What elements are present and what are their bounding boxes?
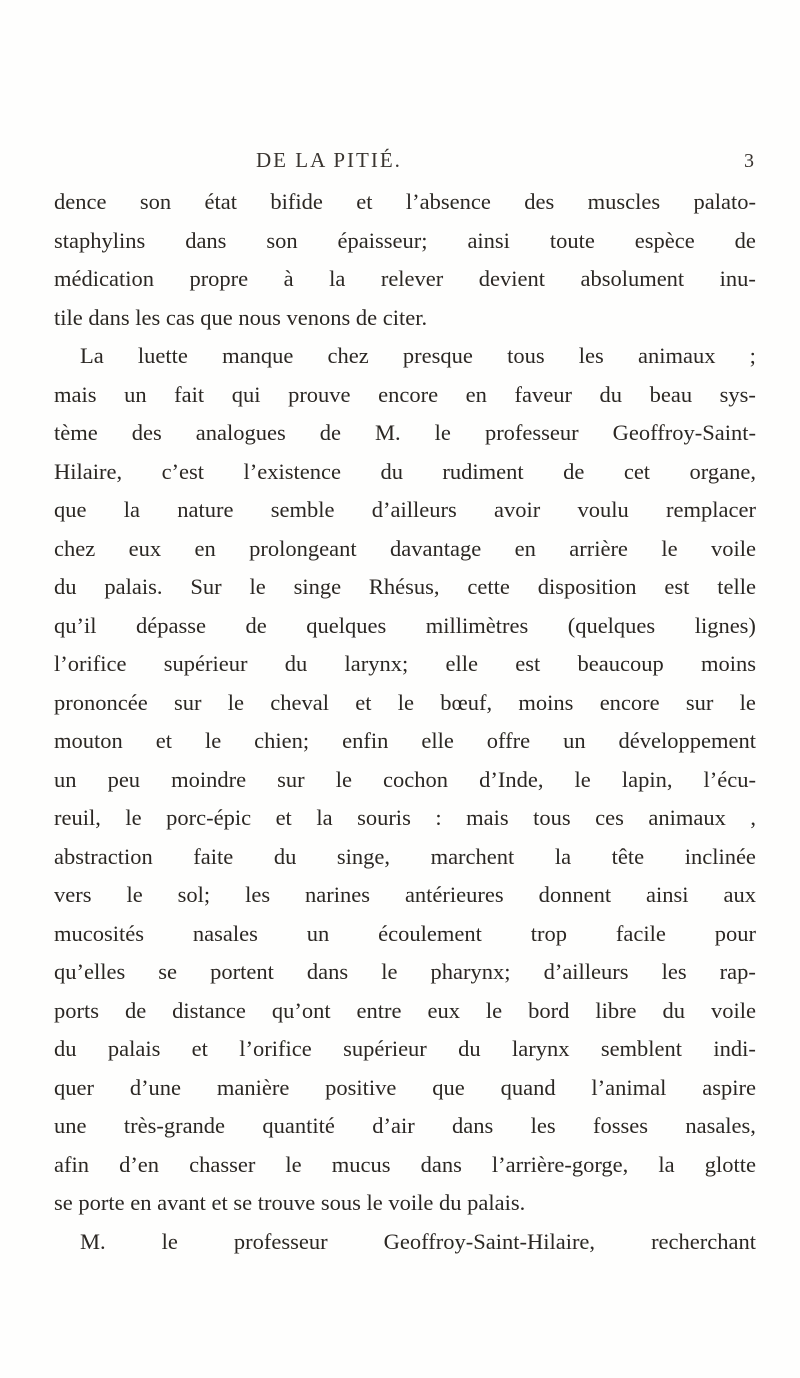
word: son xyxy=(139,189,172,214)
word: l’écu- xyxy=(703,766,756,792)
word: sur xyxy=(685,689,714,715)
word: l’absence xyxy=(405,189,491,214)
word: fait xyxy=(174,381,205,407)
word: (quelques xyxy=(567,612,656,638)
word: sol; xyxy=(177,882,211,907)
word: tème xyxy=(54,420,98,445)
word: est xyxy=(664,574,690,599)
word: et xyxy=(155,728,172,753)
text-line xyxy=(54,838,756,877)
word: professeur xyxy=(233,1228,328,1254)
word: aux xyxy=(723,882,756,907)
word: antérieures xyxy=(404,882,504,907)
word: lignes) xyxy=(694,612,756,638)
word: sur xyxy=(277,766,305,792)
word: prouve xyxy=(288,381,351,407)
word: semblent xyxy=(600,1036,683,1061)
word: qu’elles xyxy=(54,959,126,984)
text-line xyxy=(54,260,756,299)
word: une xyxy=(54,1113,87,1138)
word: fosses xyxy=(592,1113,648,1138)
word: un xyxy=(124,381,147,407)
text-line xyxy=(54,607,756,646)
word: nasales xyxy=(192,920,258,946)
word: de xyxy=(319,420,341,445)
word: qu’il xyxy=(54,612,97,638)
word: quer xyxy=(54,1074,94,1100)
word: du xyxy=(54,574,77,599)
word: larynx xyxy=(511,1036,570,1061)
word: du xyxy=(458,1036,481,1061)
word: un xyxy=(54,766,77,792)
word: de xyxy=(563,458,585,484)
word: voile xyxy=(388,1190,434,1215)
word: eux xyxy=(427,997,460,1023)
word: palais. xyxy=(104,574,163,599)
word: Geoffroy-Saint- xyxy=(612,420,756,445)
word: la xyxy=(123,497,141,522)
text-line xyxy=(54,491,756,530)
word: l’orifice xyxy=(239,1036,312,1061)
word: facile xyxy=(615,920,666,946)
word: singe, xyxy=(336,843,390,869)
word: toute xyxy=(549,227,595,253)
word: M. xyxy=(80,1228,106,1254)
word: en xyxy=(514,535,536,561)
word: aspire xyxy=(702,1074,756,1100)
word: ports xyxy=(54,997,99,1023)
text-line xyxy=(54,992,756,1031)
text-line xyxy=(54,1069,756,1108)
word: des xyxy=(524,189,555,214)
word: citer. xyxy=(382,304,428,330)
word: dans xyxy=(185,227,227,253)
word: semble xyxy=(270,497,335,522)
word: le xyxy=(126,882,143,907)
text-line xyxy=(54,915,756,954)
word: presque xyxy=(402,343,473,368)
word: c’est xyxy=(161,458,205,484)
word: palais. xyxy=(467,1190,526,1215)
word: absolument xyxy=(580,266,685,291)
word: le xyxy=(125,805,142,830)
word: glotte xyxy=(704,1151,756,1177)
word: le xyxy=(285,1151,302,1177)
word: de xyxy=(124,997,147,1023)
word: l’orifice xyxy=(54,651,127,676)
word: se xyxy=(158,959,178,984)
word: prononcée xyxy=(54,689,148,715)
word: épaisseur; xyxy=(337,227,428,253)
word: mais xyxy=(54,381,97,407)
text-line xyxy=(54,876,756,915)
word: portent xyxy=(210,959,274,984)
word: mucus xyxy=(331,1151,391,1177)
word: que xyxy=(432,1074,465,1100)
word: un xyxy=(563,728,586,753)
word: dépasse xyxy=(136,612,206,638)
text-line xyxy=(54,645,756,684)
word: abstraction xyxy=(54,843,153,869)
word: porc-épic xyxy=(166,805,252,830)
word: le xyxy=(739,689,756,715)
word: nature xyxy=(177,497,234,522)
word: peu xyxy=(107,766,141,792)
word: bifide xyxy=(270,189,323,214)
word: Sur xyxy=(190,574,222,599)
word: développement xyxy=(618,728,756,753)
word: supérieur xyxy=(343,1036,427,1061)
word: dans xyxy=(88,304,130,330)
word: sys- xyxy=(719,381,756,407)
word: le xyxy=(397,689,414,715)
word: avant xyxy=(157,1190,206,1215)
word: rudiment xyxy=(442,458,524,484)
word: animaux xyxy=(648,805,726,830)
word: Geoffroy-Saint-Hilaire, xyxy=(383,1228,596,1254)
word: : xyxy=(435,805,442,830)
word: voile xyxy=(710,997,756,1023)
word: palais xyxy=(107,1036,161,1061)
text-line xyxy=(54,1107,756,1146)
word: millimètres xyxy=(425,612,529,638)
word: remplacer xyxy=(666,497,756,522)
word: l’animal xyxy=(591,1074,667,1100)
word: prolongeant xyxy=(249,535,357,561)
word: moindre xyxy=(171,766,247,792)
word: rap- xyxy=(719,959,756,984)
word: bœuf, xyxy=(440,689,493,715)
word: mais xyxy=(466,805,509,830)
word: chasser xyxy=(189,1151,256,1177)
word: se xyxy=(233,1190,253,1215)
word: distance xyxy=(172,997,246,1023)
word: donnent xyxy=(538,882,612,907)
word: disposition xyxy=(537,574,637,599)
word: d’ailleurs xyxy=(371,497,457,522)
word: cheval xyxy=(270,689,329,715)
text-line xyxy=(54,953,756,992)
word: état xyxy=(204,189,237,214)
text-line xyxy=(54,1184,756,1223)
text-line xyxy=(54,414,756,453)
word: cette xyxy=(467,574,510,599)
word: vers xyxy=(54,882,92,907)
word: les xyxy=(245,882,271,907)
word: entre xyxy=(356,997,402,1023)
word: espèce xyxy=(634,227,695,253)
word: dans xyxy=(452,1113,494,1138)
word: professeur xyxy=(484,420,579,445)
word: très-grande xyxy=(123,1113,226,1138)
text-line xyxy=(54,376,756,415)
running-head xyxy=(0,148,800,178)
word: tous xyxy=(507,343,545,368)
word: quelques xyxy=(306,612,387,638)
word: elle xyxy=(421,728,454,753)
word: qui xyxy=(231,381,261,407)
word: tile xyxy=(54,304,83,330)
word: les xyxy=(661,959,687,984)
word: du xyxy=(662,997,685,1023)
word: encore xyxy=(378,381,439,407)
word: Rhésus, xyxy=(368,574,440,599)
word: tête xyxy=(611,843,645,869)
word: narines xyxy=(305,882,370,907)
word: supérieur xyxy=(163,651,248,676)
word: les xyxy=(530,1113,556,1138)
word: la xyxy=(554,843,572,869)
word: faite xyxy=(193,843,234,869)
word: singe xyxy=(293,574,342,599)
word: d’ailleurs xyxy=(543,959,629,984)
word: elle xyxy=(445,651,478,676)
word: médication xyxy=(54,266,154,291)
word: arrière xyxy=(569,535,628,561)
word: La xyxy=(80,343,104,368)
word: ; xyxy=(749,343,756,368)
word: que xyxy=(54,497,87,522)
word: beaucoup xyxy=(577,651,664,676)
word: le xyxy=(366,1190,383,1215)
word: propre xyxy=(189,266,249,291)
word: est xyxy=(515,651,541,676)
word: porte xyxy=(78,1190,125,1215)
word: les xyxy=(135,304,161,330)
word: dans xyxy=(306,959,349,984)
word: l’existence xyxy=(243,458,341,484)
word: d’en xyxy=(119,1151,160,1177)
word: de xyxy=(355,304,378,330)
word: du xyxy=(284,651,308,676)
word: palato- xyxy=(693,189,756,214)
word: avoir xyxy=(494,497,541,522)
word: devient xyxy=(478,266,545,291)
word: du xyxy=(380,458,403,484)
word: le xyxy=(574,766,591,792)
word: et xyxy=(355,689,372,715)
word: du xyxy=(273,843,297,869)
word: du xyxy=(599,381,623,407)
word: en xyxy=(465,381,487,407)
word: et xyxy=(211,1190,228,1215)
word: d’air xyxy=(372,1113,415,1138)
text-line xyxy=(54,1223,756,1262)
word: chez xyxy=(54,535,96,561)
word: les xyxy=(578,343,604,368)
text-line xyxy=(54,799,756,838)
word: ces xyxy=(595,805,624,830)
word: le xyxy=(249,574,266,599)
word: dans xyxy=(420,1151,462,1177)
word: le xyxy=(661,535,678,561)
word: mucosités xyxy=(54,920,144,946)
word: le xyxy=(227,689,244,715)
word: venons xyxy=(286,304,351,330)
word: luette xyxy=(137,343,188,368)
word: nous xyxy=(238,304,281,330)
text-line xyxy=(54,761,756,800)
word: du xyxy=(54,1036,77,1061)
word: souris xyxy=(357,805,411,830)
word: cas xyxy=(165,304,195,330)
word: beau xyxy=(649,381,693,407)
word: d’une xyxy=(129,1074,182,1100)
word: moins xyxy=(518,689,574,715)
body-text xyxy=(54,183,756,1261)
word: afin xyxy=(54,1151,89,1177)
word: chien; xyxy=(254,728,310,753)
word: larynx; xyxy=(344,651,409,676)
word: telle xyxy=(717,574,756,599)
word: des xyxy=(131,420,162,445)
word: chez xyxy=(327,343,369,368)
word: animaux xyxy=(637,343,716,368)
word: manière xyxy=(216,1074,290,1100)
word: écoulement xyxy=(378,920,482,946)
text-line xyxy=(54,684,756,723)
word: moins xyxy=(700,651,756,676)
word: la xyxy=(329,266,346,291)
word: lapin, xyxy=(621,766,673,792)
word: davantage xyxy=(390,535,482,561)
word: qu’ont xyxy=(271,997,331,1023)
word: la xyxy=(316,805,333,830)
word: positive xyxy=(325,1074,397,1100)
word: le xyxy=(161,1228,178,1254)
word: en xyxy=(194,535,216,561)
word: organe, xyxy=(689,458,756,484)
word: cet xyxy=(623,458,651,484)
running-title: DE LA PITIÉ. xyxy=(256,148,402,172)
word: pharynx; xyxy=(430,959,511,984)
word: de xyxy=(734,227,756,253)
word: bord xyxy=(528,997,570,1023)
word: le xyxy=(381,959,398,984)
word: en xyxy=(130,1190,152,1215)
word: son xyxy=(266,227,298,253)
text-line xyxy=(54,222,756,261)
text-line xyxy=(54,722,756,761)
word: mouton xyxy=(54,728,123,753)
word: le xyxy=(434,420,451,445)
word: trop xyxy=(530,920,567,946)
word: et xyxy=(356,189,373,214)
word: l’arrière-gorge, xyxy=(491,1151,629,1177)
word: relever xyxy=(380,266,444,291)
word: le xyxy=(485,997,503,1023)
text-line xyxy=(54,568,756,607)
text-line xyxy=(54,453,756,492)
word: ainsi xyxy=(467,227,510,253)
word: muscles xyxy=(587,189,661,214)
word: trouve xyxy=(257,1190,316,1215)
word: quand xyxy=(500,1074,556,1100)
word: d’Inde, xyxy=(479,766,544,792)
word: un xyxy=(306,920,330,946)
word: et xyxy=(275,805,292,830)
word: indi- xyxy=(713,1036,756,1061)
word: manque xyxy=(222,343,294,368)
word: de xyxy=(245,612,267,638)
word: la xyxy=(658,1151,675,1177)
word: reuil, xyxy=(54,805,101,830)
word: libre xyxy=(595,997,637,1023)
word: faveur xyxy=(514,381,572,407)
word: inu- xyxy=(719,266,756,291)
text-line xyxy=(54,299,756,338)
word: nasales, xyxy=(685,1113,756,1138)
word: pour xyxy=(714,920,756,946)
word: recherchant xyxy=(651,1228,756,1254)
word: sur xyxy=(173,689,202,715)
word: sous xyxy=(320,1190,361,1215)
word: staphylins xyxy=(54,227,146,253)
word: ainsi xyxy=(646,882,689,907)
word: voulu xyxy=(577,497,629,522)
word: marchent xyxy=(430,843,515,869)
word: dence xyxy=(54,189,107,214)
word: et xyxy=(191,1036,208,1061)
page-number: 3 xyxy=(744,150,754,172)
word: le xyxy=(204,728,222,753)
word: encore xyxy=(599,689,660,715)
word: que xyxy=(200,304,233,330)
word: tous xyxy=(533,805,571,830)
word: eux xyxy=(128,535,162,561)
word: inclinée xyxy=(684,843,756,869)
text-line xyxy=(54,1030,756,1069)
word: le xyxy=(335,766,352,792)
word: M. xyxy=(375,420,401,445)
word: analogues xyxy=(195,420,286,445)
word: cochon xyxy=(383,766,449,792)
word: quantité xyxy=(262,1113,335,1138)
text-line xyxy=(54,1146,756,1185)
text-line xyxy=(54,337,756,376)
word: offre xyxy=(486,728,531,753)
word: voile xyxy=(710,535,756,561)
word: enfin xyxy=(342,728,389,753)
word: Hilaire, xyxy=(54,458,123,484)
text-line xyxy=(54,530,756,569)
word: à xyxy=(283,266,294,291)
word: du xyxy=(438,1190,462,1215)
word: se xyxy=(54,1190,73,1215)
word: , xyxy=(750,805,756,830)
text-line xyxy=(54,183,756,222)
